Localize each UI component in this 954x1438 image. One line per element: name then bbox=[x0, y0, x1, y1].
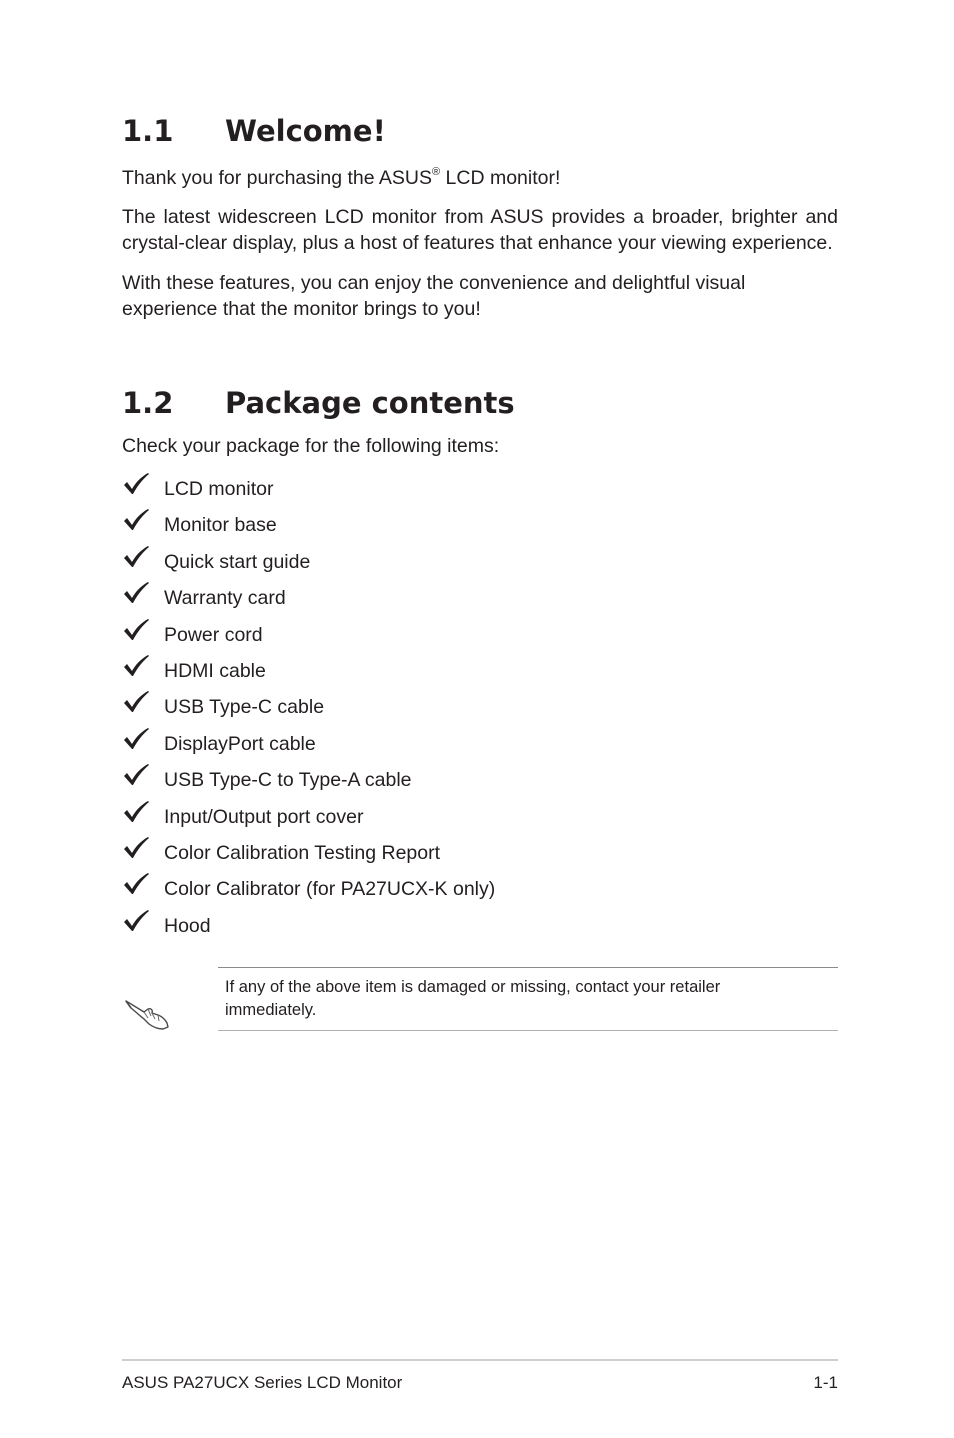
package-item-label: USB Type-C to Type-A cable bbox=[164, 769, 412, 792]
section-heading-package-contents bbox=[122, 386, 515, 420]
checkmark-icon bbox=[122, 581, 150, 605]
package-item-label: Color Calibration Testing Report bbox=[164, 841, 441, 864]
package-item-label: DisplayPort cable bbox=[164, 732, 316, 755]
note-text-line-2: immediately. bbox=[225, 1001, 317, 1019]
checkmark-icon bbox=[122, 727, 150, 751]
footer-rule bbox=[122, 1359, 838, 1361]
checkmark-icon bbox=[122, 508, 150, 532]
package-item-label: LCD monitor bbox=[164, 478, 274, 500]
checkmark-icon bbox=[122, 472, 150, 496]
section-number: 1.2 bbox=[122, 386, 174, 420]
package-item-label: Hood bbox=[164, 914, 211, 937]
section-title: Welcome! bbox=[225, 114, 386, 148]
welcome-paragraph-3-line-1: With these features, you can enjoy the convenience and delightful visual bbox=[122, 272, 746, 294]
section-heading-welcome bbox=[122, 114, 386, 148]
checkmark-icon bbox=[122, 690, 150, 714]
package-item-label: HDMI cable bbox=[164, 659, 266, 682]
checkmark-icon bbox=[122, 836, 150, 860]
welcome-paragraph-3 bbox=[122, 270, 838, 322]
section-number: 1.1 bbox=[122, 114, 174, 148]
checkmark-icon bbox=[122, 545, 150, 569]
checkmark-icon bbox=[122, 763, 150, 787]
welcome-paragraph-1 bbox=[122, 165, 838, 191]
package-item-label: Power cord bbox=[164, 623, 263, 646]
welcome-paragraph-3-line-2: experience that the monitor brings to you! bbox=[122, 298, 481, 320]
package-item-label: Warranty card bbox=[164, 587, 286, 610]
package-item-label: Input/Output port cover bbox=[164, 805, 364, 828]
checkmark-icon bbox=[122, 909, 150, 933]
hand-pointer-icon bbox=[122, 995, 172, 1033]
note-top-rule bbox=[218, 967, 838, 968]
package-item-label: USB Type-C cable bbox=[164, 696, 325, 719]
package-intro: Check your package for the following items: bbox=[122, 435, 500, 457]
section-title: Package contents bbox=[225, 386, 515, 420]
footer-document-title: ASUS PA27UCX Series LCD Monitor bbox=[122, 1373, 403, 1392]
checkmark-icon bbox=[122, 800, 150, 824]
welcome-paragraph-2: The latest widescreen LCD monitor from ASUS provides a broader, brighter and crystal-clear display, plus a host of features that enhance your viewing experience. bbox=[122, 206, 838, 254]
checkmark-icon bbox=[122, 618, 150, 642]
registered-mark: ® bbox=[432, 165, 441, 178]
note-bottom-rule bbox=[218, 1030, 838, 1031]
checkmark-icon bbox=[122, 654, 150, 678]
package-item-label: Quick start guide bbox=[164, 550, 311, 573]
footer-page-number: 1-1 bbox=[813, 1373, 838, 1392]
note-text bbox=[225, 976, 825, 1022]
package-item-label: Color Calibrator (for PA27UCX-K only) bbox=[164, 878, 496, 901]
checkmark-icon bbox=[122, 872, 150, 896]
note-text-line-1: If any of the above item is damaged or missing, contact your retailer bbox=[225, 978, 721, 996]
package-item-label: Monitor base bbox=[164, 514, 277, 537]
welcome-text-end: LCD monitor! bbox=[440, 167, 561, 189]
welcome-text: Thank you for purchasing the ASUS bbox=[122, 167, 433, 189]
